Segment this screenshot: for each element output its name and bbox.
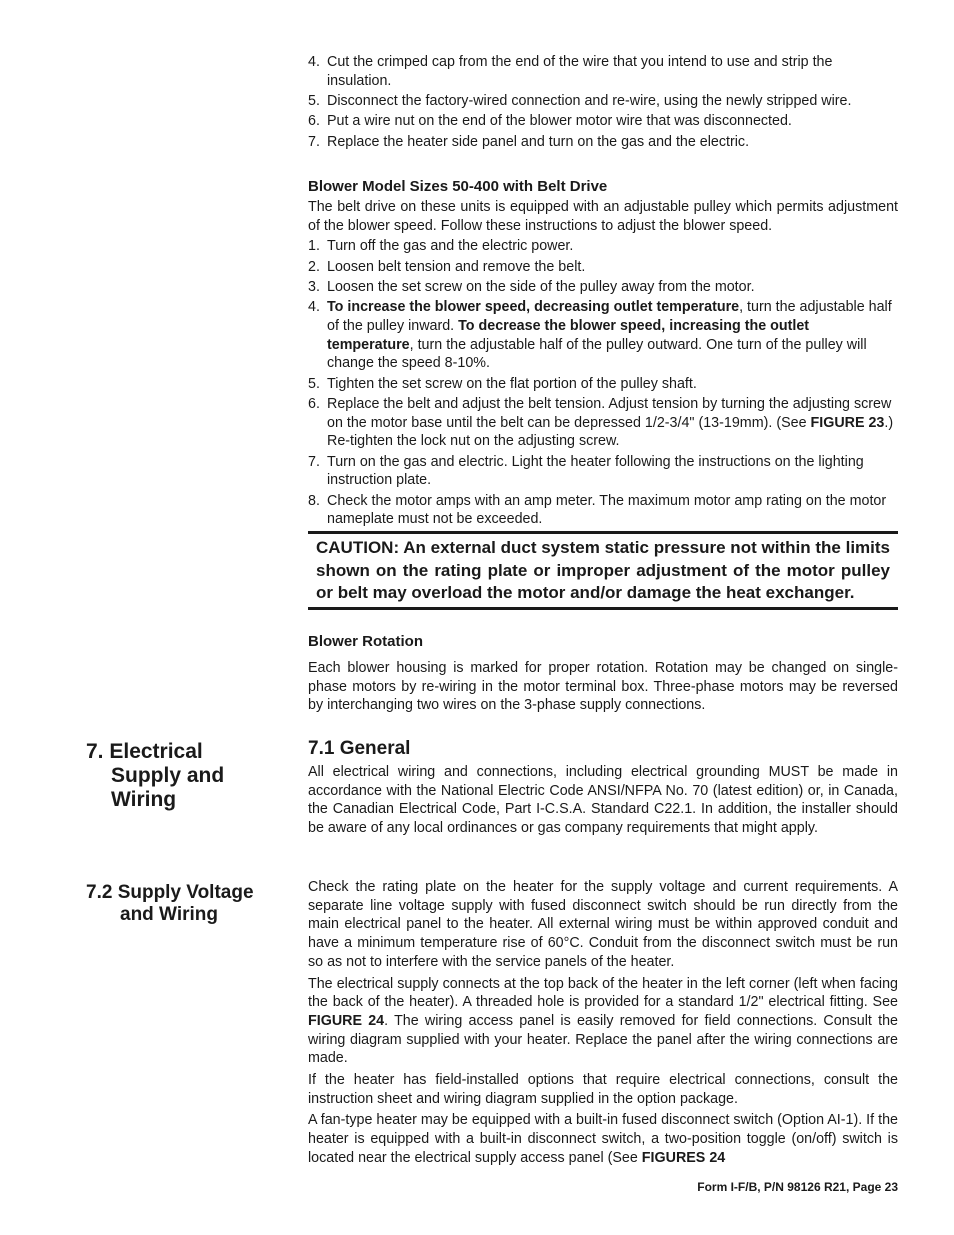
list-item: 4. Cut the crimped cap from the end of the wire that you intend to use and strip the insulation. <box>308 54 833 89</box>
general-text: All electrical wiring and connections, including electrical grounding MUST be made in accordance with the National Electric Code ANSI/NFPA No. 70 (latest edition) or, in Canada, the Canadian Electrical Code, Part I-C.S.A. Standard C22.1. In addition, the installer should be aware of any local ordinances or gas company requirements that might apply. <box>308 764 898 837</box>
list-item: 6. Put a wire nut on the end of the blower motor wire that was disconnected. <box>308 113 792 130</box>
supply-paragraph-4: A fan-type heater may be equipped with a built-in fused disconnect switch (Option AI-1). If the heater is equipped with a built-in disconnect switch, a two-position toggle (on/off) switch is located near the electrical supply access panel (See FIGURES 24 <box>308 1112 898 1166</box>
list-item: 2. Loosen belt tension and remove the belt. <box>308 258 586 275</box>
page-footer: Form I-F/B, P/N 98126 R21, Page 23 <box>697 1180 898 1194</box>
list-item: 6. Replace the belt and adjust the belt tension. Adjust tension by turning the adjusting screw on the motor base until the belt can be depressed 1/2-3/4" (13-19mm). (See FIGURE 23.) Re-tighten the lock nut on the adjusting screw. <box>308 396 894 450</box>
list-item: 3. Loosen the set screw on the side of the pulley away from the motor. <box>308 279 755 295</box>
supply-paragraph-2: The electrical supply connects at the top back of the heater in the left corner (left when facing the back of the heater). A threaded hole is provided for a standard 1/2" electrical fitting. See FIGURE 24. The wiring access panel is easily removed for field connections. Consult the wiring diagram supplied with your heater. Replace the panel after the wiring connections are made. <box>308 975 898 1067</box>
general-section <box>308 738 898 838</box>
list-item: 4. To increase the blower speed, decreasing outlet temperature, turn the adjustable half of the pulley inward. To decrease the blower speed, increasing the outlet temperature, turn the adjustable half of the pulley outward. One turn of the pulley will change the speed 8-10%. <box>308 299 892 372</box>
belt-drive-section <box>308 177 898 531</box>
list-item: 7. Replace the heater side panel and turn on the gas and the electric. <box>308 133 750 150</box>
list-item: 8. Check the motor amps with an amp meter. The maximum motor amp rating on the motor nameplate must not be exceeded. <box>308 492 887 528</box>
supply-paragraph-3: If the heater has field-installed options that require electrical connections, consult the instruction sheet and wiring diagram supplied in the option package. <box>308 1072 898 1107</box>
blower-rotation-section <box>308 632 898 715</box>
list-item: 5. Disconnect the factory-wired connection and re-wire, using the newly stripped wire. <box>308 93 852 109</box>
list-item: 5. Tighten the set screw on the flat portion of the pulley shaft. <box>308 375 697 392</box>
list-item: 1. Turn off the gas and the electric power. <box>308 238 574 255</box>
belt-drive-intro: The belt drive on these units is equipped with an adjustable pulley which permits adjustment of the blower speed. Follow these instructions to adjust the blower speed. <box>308 199 898 234</box>
top-steps-list <box>308 53 898 153</box>
caution-box: CAUTION: An external duct system static pressure not within the limits shown on the rating plate or improper adjustment of the motor pulley or belt may overload the motor and/or damage the heat exchanger. <box>308 531 898 610</box>
blower-rotation-text: Each blower housing is marked for proper rotation. Rotation may be changed on single-phase motors by re-wiring in the motor terminal box. Three-phase motors may be reversed by interchanging two wires on the 3-phase supply connections. <box>308 660 898 714</box>
supply-paragraph-1: Check the rating plate on the heater for the supply voltage and current requirements. A separate line voltage supply with fused disconnect switch should be run directly from the main electrical panel to the heater. All external wiring must be within approved conduit and have a minimum temperature rise of 60°C. Conduit from the disconnect switch must be run so as not to interfere with the service panels of the heater. <box>308 879 898 970</box>
section-7-heading: 7. Electrical Supply and Wiring <box>86 740 225 811</box>
general-heading: 7.1 General <box>308 738 411 759</box>
supply-voltage-section <box>308 878 898 1168</box>
section-7-2-heading: 7.2 Supply Voltage and Wiring <box>86 882 254 925</box>
blower-rotation-heading: Blower Rotation <box>308 633 423 650</box>
list-item: 7. Turn on the gas and electric. Light the heater following the instructions on the lighting instruction plate. <box>308 453 864 489</box>
belt-drive-heading: Blower Model Sizes 50-400 with Belt Drive <box>308 178 608 195</box>
